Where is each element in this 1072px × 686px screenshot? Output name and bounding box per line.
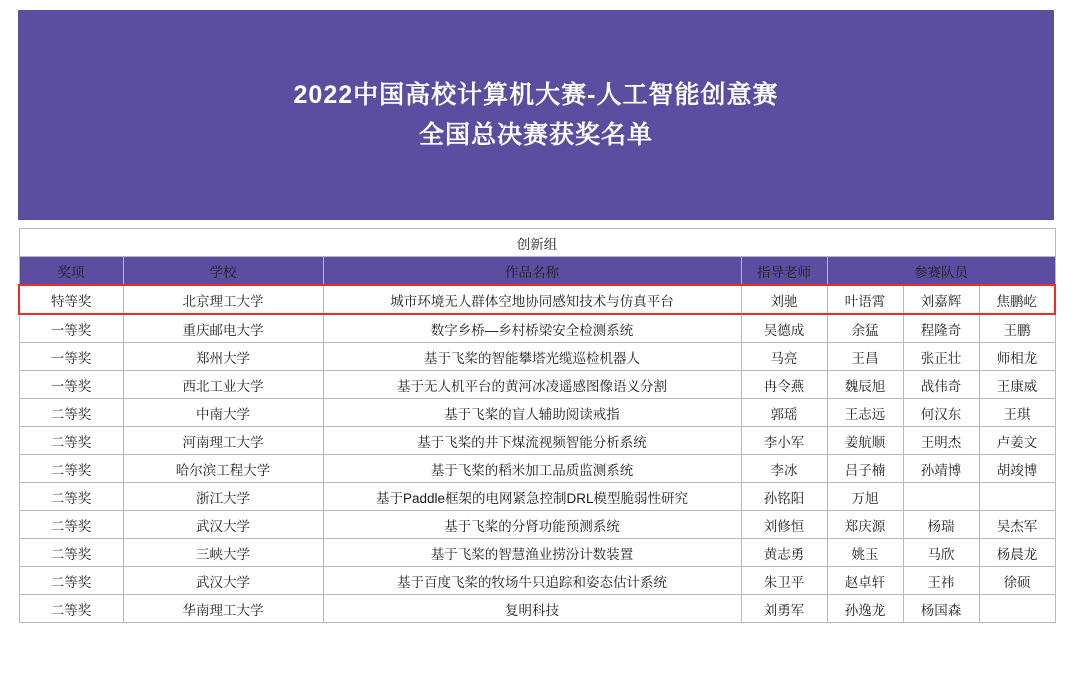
cell-school: 西北工业大学 [123, 371, 323, 399]
cell-teacher: 刘修恒 [741, 511, 827, 539]
results-table-container [18, 228, 1054, 623]
cell-work: 基于飞桨的智慧渔业捞汾计数装置 [323, 539, 741, 567]
banner-title-line2: 全国总决赛获奖名单 [418, 121, 653, 149]
cell-teacher: 孙铭阳 [741, 483, 827, 511]
cell-award: 二等奖 [19, 455, 123, 483]
cell-member-2: 王明杰 [903, 427, 979, 455]
table-row [19, 343, 1055, 371]
cell-member-1: 叶语霄 [827, 285, 903, 314]
header-school: 学校 [123, 257, 323, 286]
cell-member-2: 王祎 [903, 567, 979, 595]
cell-school: 三峡大学 [123, 539, 323, 567]
cell-member-3 [979, 595, 1055, 623]
group-label: 创新组 [19, 229, 1055, 257]
cell-work: 基于Paddle框架的电网紧急控制DRL模型脆弱性研究 [323, 483, 741, 511]
cell-school: 中南大学 [123, 399, 323, 427]
cell-member-1: 吕子楠 [827, 455, 903, 483]
cell-member-2: 张正壮 [903, 343, 979, 371]
table-row [19, 595, 1055, 623]
cell-member-1: 姚玉 [827, 539, 903, 567]
cell-member-2: 程隆奇 [903, 314, 979, 343]
cell-award: 一等奖 [19, 314, 123, 343]
title-banner [18, 10, 1054, 220]
cell-teacher: 朱卫平 [741, 567, 827, 595]
cell-work: 城市环境无人群体空地协同感知技术与仿真平台 [323, 285, 741, 314]
cell-school: 郑州大学 [123, 343, 323, 371]
cell-member-1: 王昌 [827, 343, 903, 371]
table-row [19, 483, 1055, 511]
cell-member-1: 王志远 [827, 399, 903, 427]
cell-member-2: 战伟奇 [903, 371, 979, 399]
header-teacher: 指导老师 [741, 257, 827, 286]
cell-member-3: 卢姜文 [979, 427, 1055, 455]
banner-title-line1: 2022中国高校计算机大赛-人工智能创意赛 [293, 81, 779, 109]
header-award: 奖项 [19, 257, 123, 286]
cell-member-2: 马欣 [903, 539, 979, 567]
cell-school: 北京理工大学 [123, 285, 323, 314]
table-row [19, 539, 1055, 567]
table-row [19, 314, 1055, 343]
cell-member-2: 孙靖博 [903, 455, 979, 483]
cell-work: 数字乡桥—乡村桥梁安全检测系统 [323, 314, 741, 343]
cell-member-1: 魏辰旭 [827, 371, 903, 399]
cell-award: 二等奖 [19, 567, 123, 595]
cell-award: 特等奖 [19, 285, 123, 314]
cell-teacher: 刘勇军 [741, 595, 827, 623]
cell-teacher: 黄志勇 [741, 539, 827, 567]
column-header-row [19, 257, 1055, 286]
header-members: 参赛队员 [827, 257, 1055, 286]
cell-teacher: 刘驰 [741, 285, 827, 314]
cell-teacher: 马亮 [741, 343, 827, 371]
cell-member-2: 何汉东 [903, 399, 979, 427]
cell-member-3: 徐硕 [979, 567, 1055, 595]
results-table [18, 228, 1056, 623]
cell-work: 基于飞桨的智能攀塔光缆巡检机器人 [323, 343, 741, 371]
cell-teacher: 冉令燕 [741, 371, 827, 399]
cell-member-3: 王鹏 [979, 314, 1055, 343]
cell-school: 河南理工大学 [123, 427, 323, 455]
group-header-row [19, 229, 1055, 257]
cell-school: 武汉大学 [123, 567, 323, 595]
cell-member-1: 姜航顺 [827, 427, 903, 455]
cell-work: 复明科技 [323, 595, 741, 623]
cell-award: 二等奖 [19, 427, 123, 455]
cell-member-3: 吴杰军 [979, 511, 1055, 539]
cell-member-1: 孙逸龙 [827, 595, 903, 623]
cell-member-2 [903, 483, 979, 511]
header-work: 作品名称 [323, 257, 741, 286]
cell-school: 浙江大学 [123, 483, 323, 511]
cell-work: 基于飞桨的盲人辅助阅读戒指 [323, 399, 741, 427]
cell-teacher: 吴德成 [741, 314, 827, 343]
table-row [19, 399, 1055, 427]
cell-member-2: 杨国森 [903, 595, 979, 623]
cell-work: 基于飞桨的井下煤流视频智能分析系统 [323, 427, 741, 455]
cell-award: 二等奖 [19, 399, 123, 427]
cell-award: 一等奖 [19, 371, 123, 399]
cell-work: 基于飞桨的稻米加工品质监测系统 [323, 455, 741, 483]
table-row [19, 455, 1055, 483]
table-row [19, 371, 1055, 399]
cell-work: 基于百度飞桨的牧场牛只追踪和姿态估计系统 [323, 567, 741, 595]
table-row [19, 567, 1055, 595]
cell-member-3: 焦鹏屹 [979, 285, 1055, 314]
cell-teacher: 郭瑶 [741, 399, 827, 427]
cell-member-3: 师相龙 [979, 343, 1055, 371]
cell-school: 哈尔滨工程大学 [123, 455, 323, 483]
cell-member-3: 王康威 [979, 371, 1055, 399]
cell-member-1: 赵卓轩 [827, 567, 903, 595]
cell-member-2: 刘嘉辉 [903, 285, 979, 314]
cell-school: 武汉大学 [123, 511, 323, 539]
cell-award: 二等奖 [19, 595, 123, 623]
cell-member-2: 杨瑞 [903, 511, 979, 539]
cell-award: 二等奖 [19, 483, 123, 511]
cell-member-3: 杨晨龙 [979, 539, 1055, 567]
cell-teacher: 李小军 [741, 427, 827, 455]
cell-member-3: 王琪 [979, 399, 1055, 427]
cell-member-1: 郑庆源 [827, 511, 903, 539]
table-row [19, 427, 1055, 455]
cell-award: 一等奖 [19, 343, 123, 371]
cell-member-1: 余猛 [827, 314, 903, 343]
cell-member-3: 胡竣博 [979, 455, 1055, 483]
cell-work: 基于无人机平台的黄河冰凌遥感图像语义分割 [323, 371, 741, 399]
cell-teacher: 李冰 [741, 455, 827, 483]
cell-school: 重庆邮电大学 [123, 314, 323, 343]
cell-school: 华南理工大学 [123, 595, 323, 623]
cell-award: 二等奖 [19, 511, 123, 539]
cell-work: 基于飞桨的分肾功能预测系统 [323, 511, 741, 539]
cell-member-1: 万旭 [827, 483, 903, 511]
cell-member-3 [979, 483, 1055, 511]
table-row [19, 285, 1055, 314]
cell-award: 二等奖 [19, 539, 123, 567]
table-row [19, 511, 1055, 539]
